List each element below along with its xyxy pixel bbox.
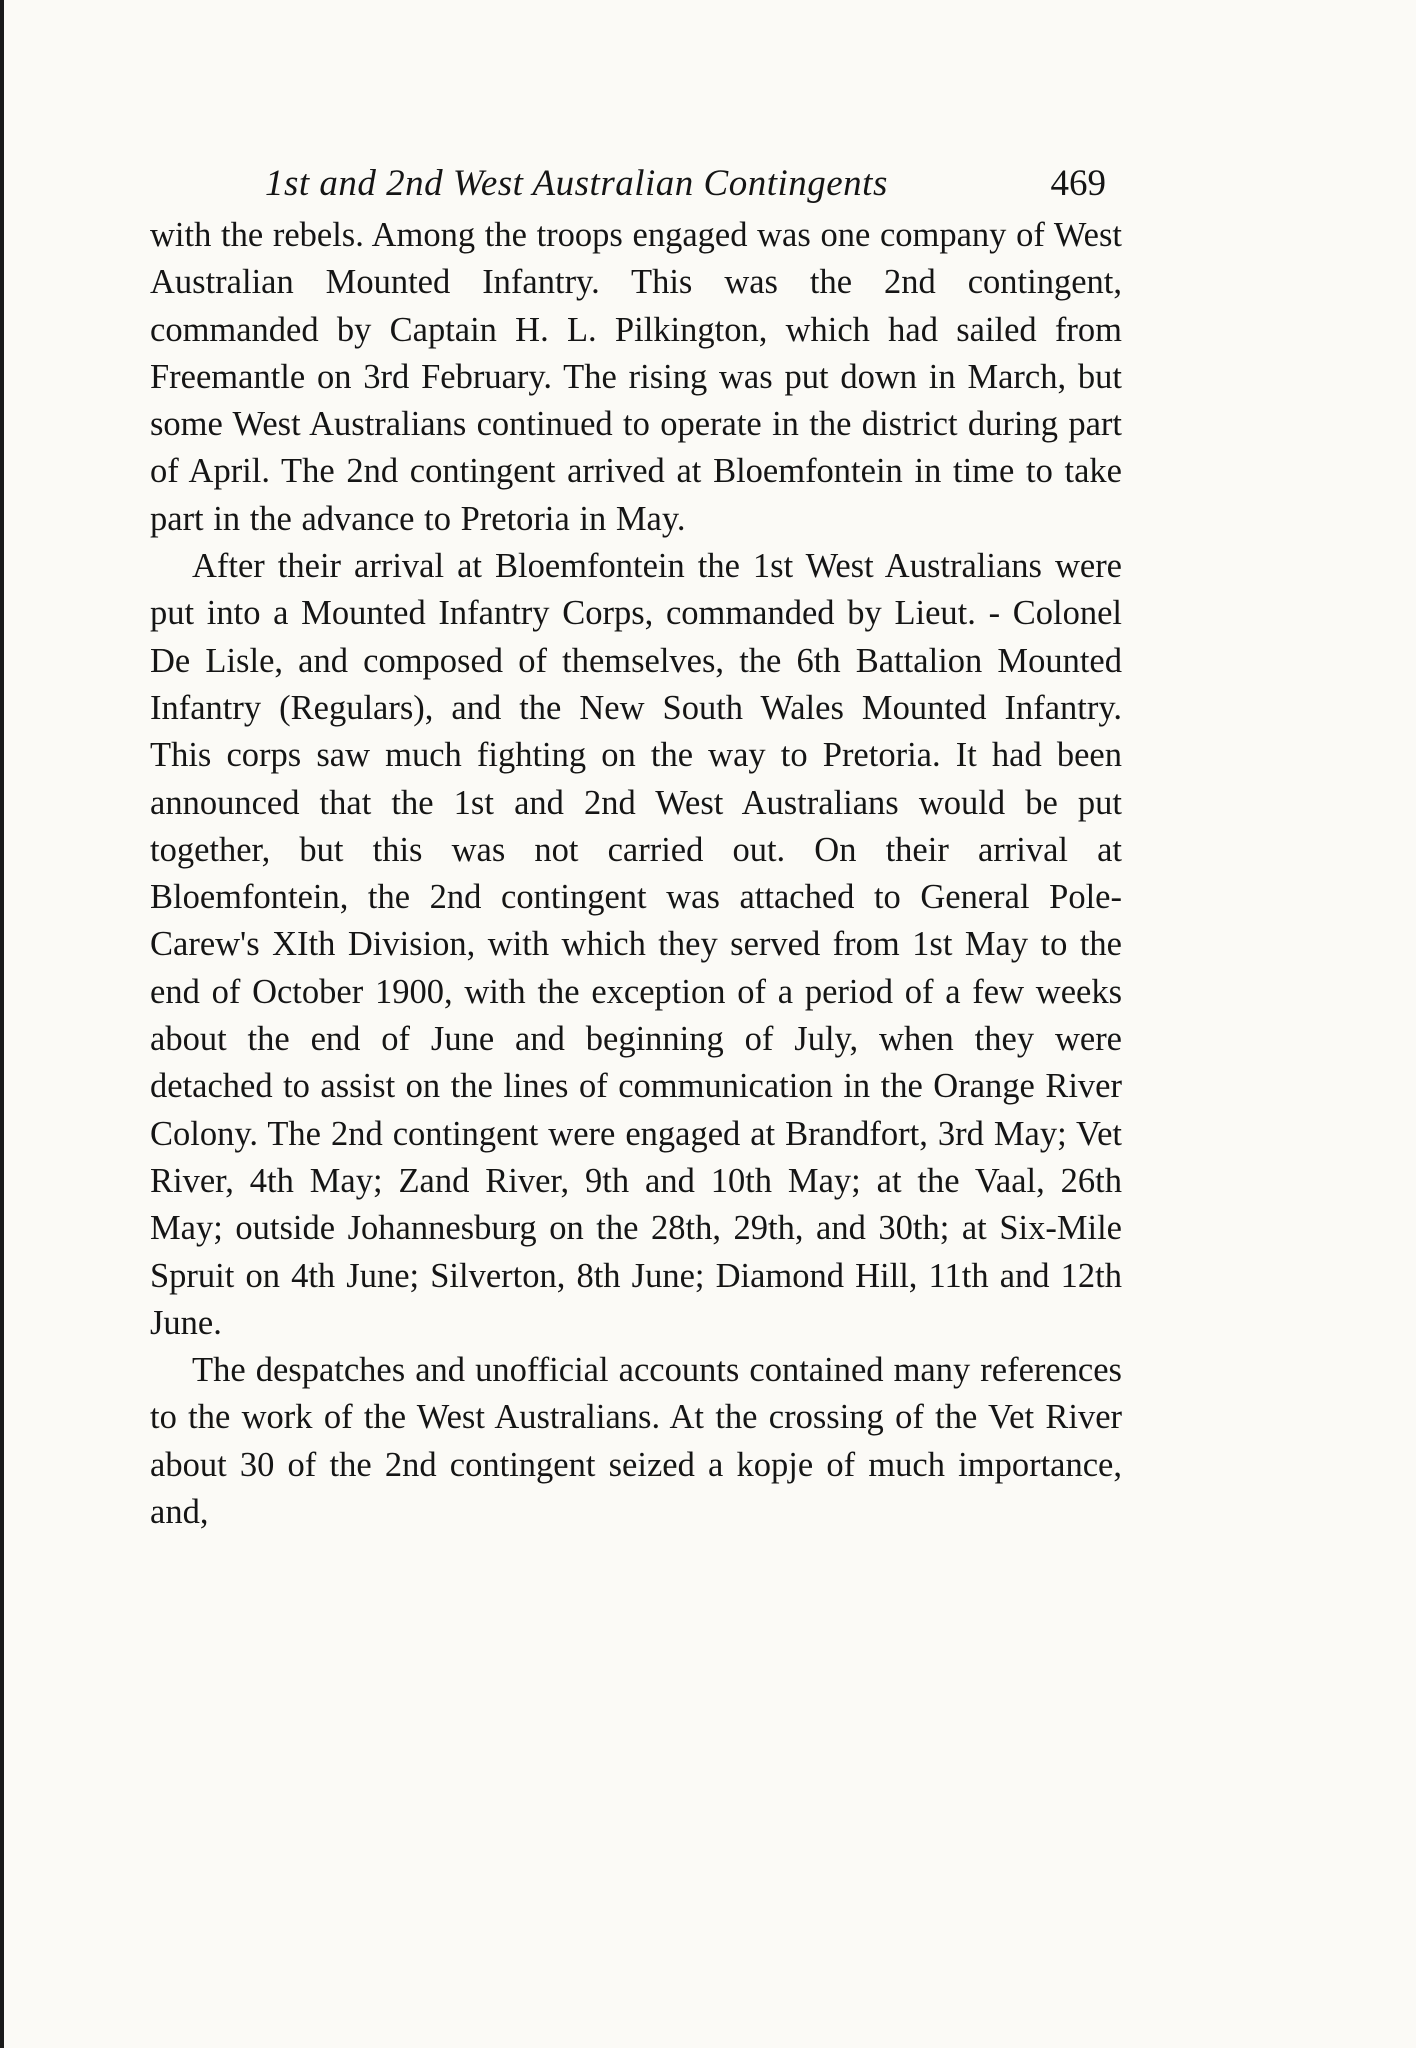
running-head — [150, 150, 1140, 212]
paragraph-1: with the rebels. Among the troops engaged was one company of West Australian Mounted Infantry. This was the 2nd contingent, commanded by Captain H. L. Pilkington, which had sailed from Freemantle on 3rd February. The rising was put down in March, but some West Australians continued to operate in the district during part of April. The 2nd contingent arrived at Bloemfontein in time to take part in the advance to Pretoria in May. — [150, 216, 1122, 538]
paragraph-3: The despatches and unofficial accounts contained many references to the work of the West Australians. At the crossing of the Vet River about 30 of the 2nd contingent seized a kopje of much importance, and, — [150, 1351, 1122, 1532]
running-title: 1st and 2nd West Australian Contingents — [265, 163, 888, 204]
body-text — [150, 212, 1122, 1536]
page-edge-shadow — [0, 0, 4, 2048]
paragraph-2: After their arrival at Bloemfontein the 1st West Australians were put into a Mounted Infantry Corps, commanded by Lieut. - Colonel De Lisle, and composed of themselves, the 6th Battalion Mounted Infantry (Regulars), and the New South Wales Mounted Infantry. This corps saw much fighting on the way to Pretoria. It had been announced that the 1st and 2nd West Australians would be put together, but this was not carried out. On their arrival at Bloemfontein, the 2nd contingent was attached to General Pole-Carew's XIth Division, with which they served from 1st May to the end of October 1900, with the exception of a period of a few weeks about the end of June and beginning of July, when they were detached to assist on the lines of communication in the Orange River Colony. The 2nd contingent were engaged at Brandfort, 3rd May; Vet River, 4th May; Zand River, 9th and 10th May; at the Vaal, 26th May; outside Johannesburg on the 28th, 29th, and 30th; at Six-Mile Spruit on 4th June; Silverton, 8th June; Diamond Hill, 11th and 12th June. — [150, 547, 1122, 1342]
page-number: 469 — [1050, 163, 1106, 204]
book-page — [150, 150, 1140, 1536]
